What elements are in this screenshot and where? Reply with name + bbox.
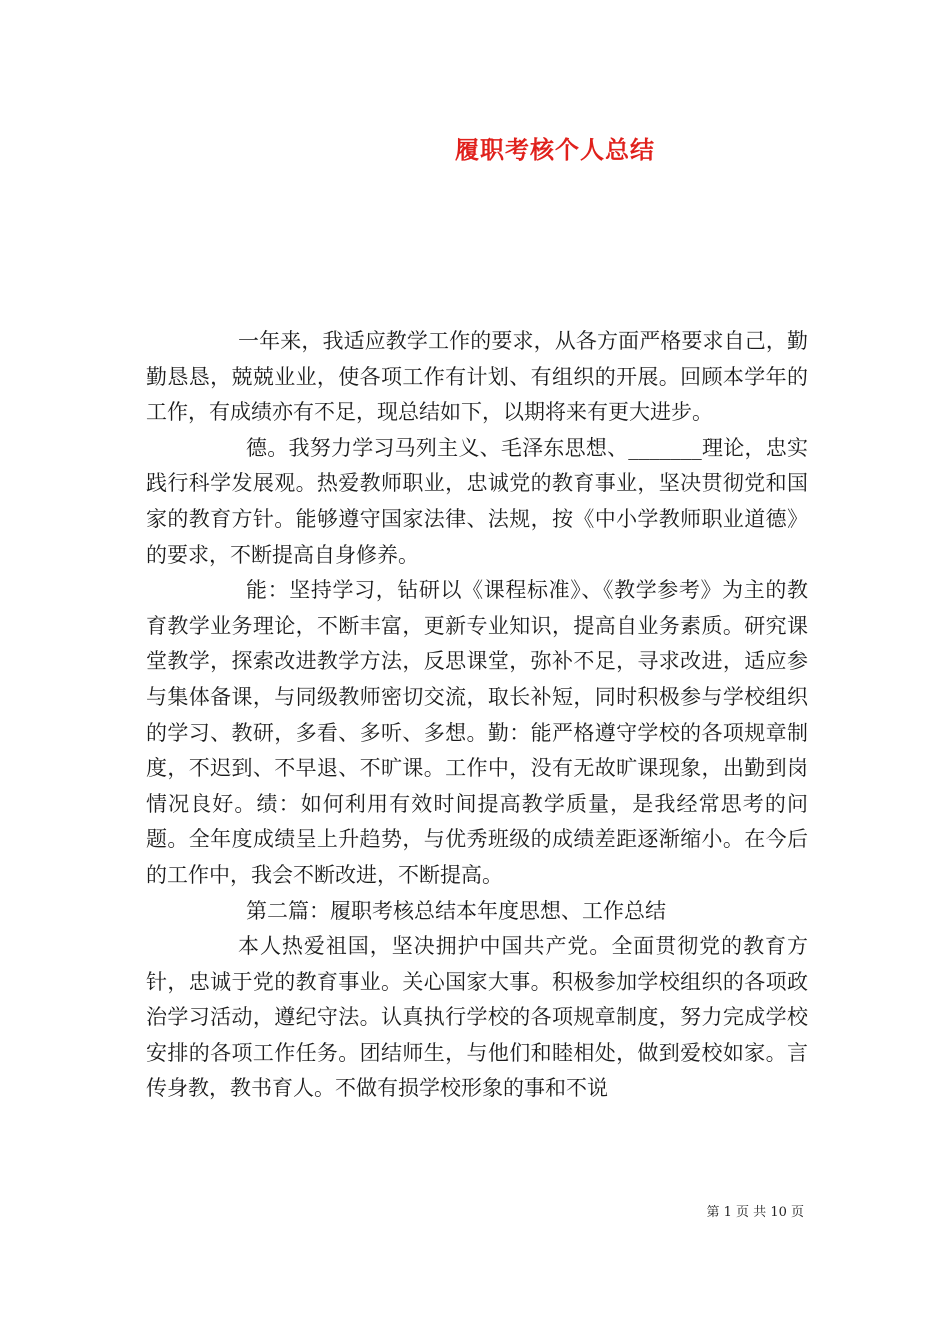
document-body <box>146 324 808 1107</box>
paragraph-intro: 一年来，我适应教学工作的要求，从各方面严格要求自己，勤勤恳恳，兢兢业业，使各项工作有计划、有组织的开展。回顾本学年的工作，有成绩亦有不足，现总结如下，以期将来有更大进步。 <box>146 329 808 425</box>
section-heading-second: 第二篇：履职考核总结本年度思想、工作总结 <box>246 898 666 923</box>
paragraph-second-body: 本人热爱祖国，坚决拥护中国共产党。全面贯彻党的教育方针，忠诚于党的教育事业。关心国家大事。积极参加学校组织的各项政治学习活动，遵纪守法。认真执行学校的各项规章制度，努力完成学校安排的各项工作任务。团结师生，与他们和睦相处，做到爱校如家。言传身教，教书育人。不做有损学校形象的事和不说 <box>146 934 808 1101</box>
page-number: 第 1 页 共 10 页 <box>706 1205 804 1220</box>
paragraph-de: 德。我努力学习马列主义、毛泽东思想、_______理论，忠实践行科学发展观。热爱教师职业，忠诚党的教育事业，坚决贯彻党和国家的教育方针。能够遵守国家法律、法规，按《中小学教师职业道德》的要求，不断提高自身修养。 <box>146 435 808 567</box>
paragraph-neng: 能：坚持学习，钻研以《课程标准》、《教学参考》为主的教育教学业务理论，不断丰富，更新专业知识，提高自业务素质。研究课堂教学，探索改进教学方法，反思课堂，弥补不足，寻求改进，适应参与集体备课，与同级教师密切交流，取长补短，同时积极参与学校组织的学习、教研，多看、多听、多想。勤：能严格遵守学校的各项规章制度，不迟到、不早退、不旷课。工作中，没有无故旷课现象，出勤到岗情况良好。绩：如何利用有效时间提高教学质量，是我经常思考的问题。全年度成绩呈上升趋势，与优秀班级的成绩差距逐渐缩小。在今后的工作中，我会不断改进，不断提高。 <box>146 578 808 887</box>
document-title: 履职考核个人总结 <box>455 135 655 164</box>
